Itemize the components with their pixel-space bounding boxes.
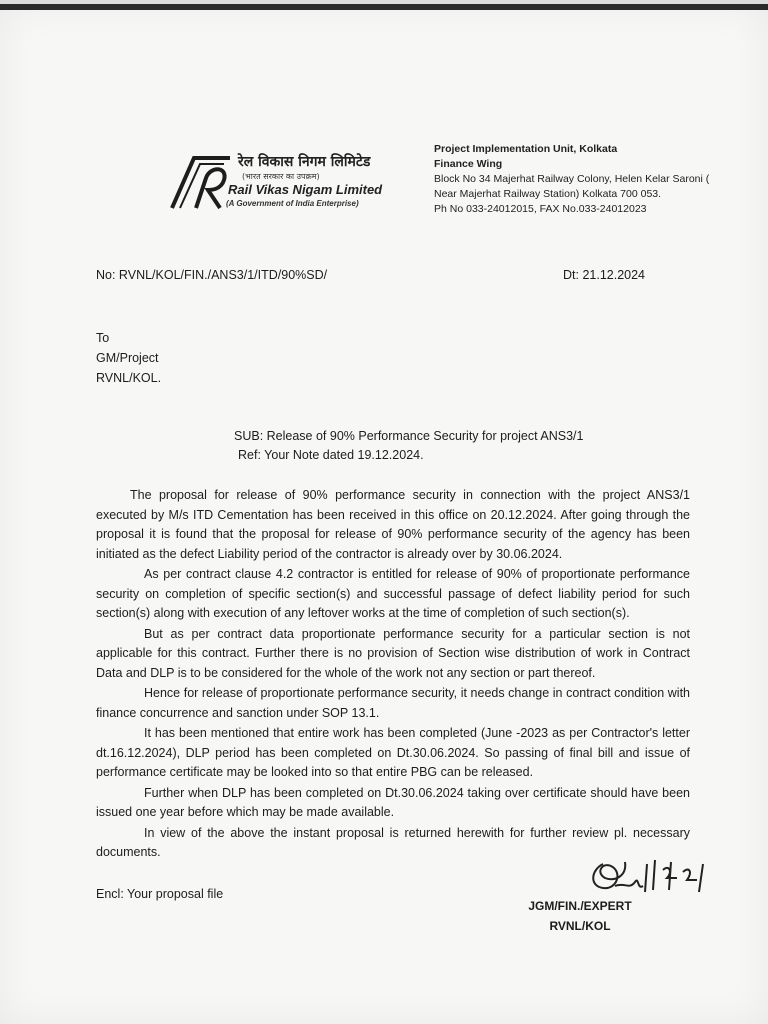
body-paragraph: The proposal for release of 90% performance security in connection with the project ANS3/1 executed by M/s ITD Cementation has been received in this office on 20.12.2024. After going through the proposal it is found that the proposal for release of 90% performance security of the agency has been initiated as the defect Liability period of the contractor is already over by 30.06.2024. xyxy=(96,488,690,561)
body-paragraph: As per contract clause 4.2 contractor is entitled for release of 90% of proportionate performance security on completion of specific section(s) and successful passage of defect liability period for such section(s) along with execution of any leftover works at the time of completion of such section(s). xyxy=(96,567,690,620)
signatory-designation: JGM/FIN./EXPERT xyxy=(528,899,632,913)
handwritten-signature xyxy=(585,842,725,902)
recipient-line-2: RVNL/KOL. xyxy=(96,371,162,385)
body-paragraph: It has been mentioned that entire work has been completed (June -2023 as per Contractor's letter dt.16.12.2024), DLP period has been completed on Dt.30.06.2024. So passing of final bill and issue of performance certificate may be looked into so that entire PBG can be released. xyxy=(96,726,690,779)
recipient-line-1: GM/Project xyxy=(96,351,159,365)
signatory-block xyxy=(520,896,640,936)
logo-hindi-name: रेल विकास निगम लिमिटेड xyxy=(238,154,371,170)
body-paragraph: In view of the above the instant proposal is returned herewith for further review pl. necessary documents. xyxy=(96,825,690,859)
scan-top-edge xyxy=(0,4,768,10)
logo-english-subtitle: (A Government of India Enterprise) xyxy=(226,199,359,208)
address-line-1: Block No 34 Majerhat Railway Colony, Helen Kelar Saroni ( xyxy=(434,173,710,185)
subject-block xyxy=(234,427,583,465)
logo-hindi-subtitle: (भारत सरकार का उपक्रम) xyxy=(242,172,320,181)
address-phone: Ph No 033-24012015, FAX No.033-24012023 xyxy=(434,203,647,215)
subject-line: SUB: Release of 90% Performance Security for project ANS3/1 xyxy=(234,429,584,443)
office-address xyxy=(434,142,764,217)
letter-page xyxy=(0,4,768,1024)
body-paragraph: Hence for release of proportionate performance security, it needs change in contract condition with finance concurrence and sanction under SOP 13.1. xyxy=(96,686,690,720)
letter-body xyxy=(96,486,690,864)
recipient-block xyxy=(96,328,161,388)
enclosure-note: Encl: Your proposal file xyxy=(96,887,224,901)
reference-line: Ref: Your Note dated 19.12.2024. xyxy=(238,448,424,462)
signatory-office: RVNL/KOL xyxy=(549,919,611,933)
reference-number: No: RVNL/KOL/FIN./ANS3/1/ITD/90%SD/ xyxy=(96,268,328,282)
logo-english-name: Rail Vikas Nigam Limited xyxy=(228,182,383,197)
body-paragraph: Further when DLP has been completed on Dt.30.06.2024 taking over certificate should have been issued one year before which may be made available. xyxy=(96,785,690,819)
body-paragraph: But as per contract data proportionate performance security for a particular section is not applicable for this contract. Further there is no provision of Section wise distribution of work in Contract Data and DLP is to be considered for the whole of the work not any section or part thereof. xyxy=(96,626,690,680)
address-unit: Project Implementation Unit, Kolkata xyxy=(434,143,618,155)
rvnl-logo xyxy=(166,144,396,219)
address-line-2: Near Majerhat Railway Station) Kolkata 700 053. xyxy=(434,188,662,200)
letter-date: Dt: 21.12.2024 xyxy=(563,268,646,282)
address-wing: Finance Wing xyxy=(434,158,503,170)
recipient-label: To xyxy=(96,331,110,345)
